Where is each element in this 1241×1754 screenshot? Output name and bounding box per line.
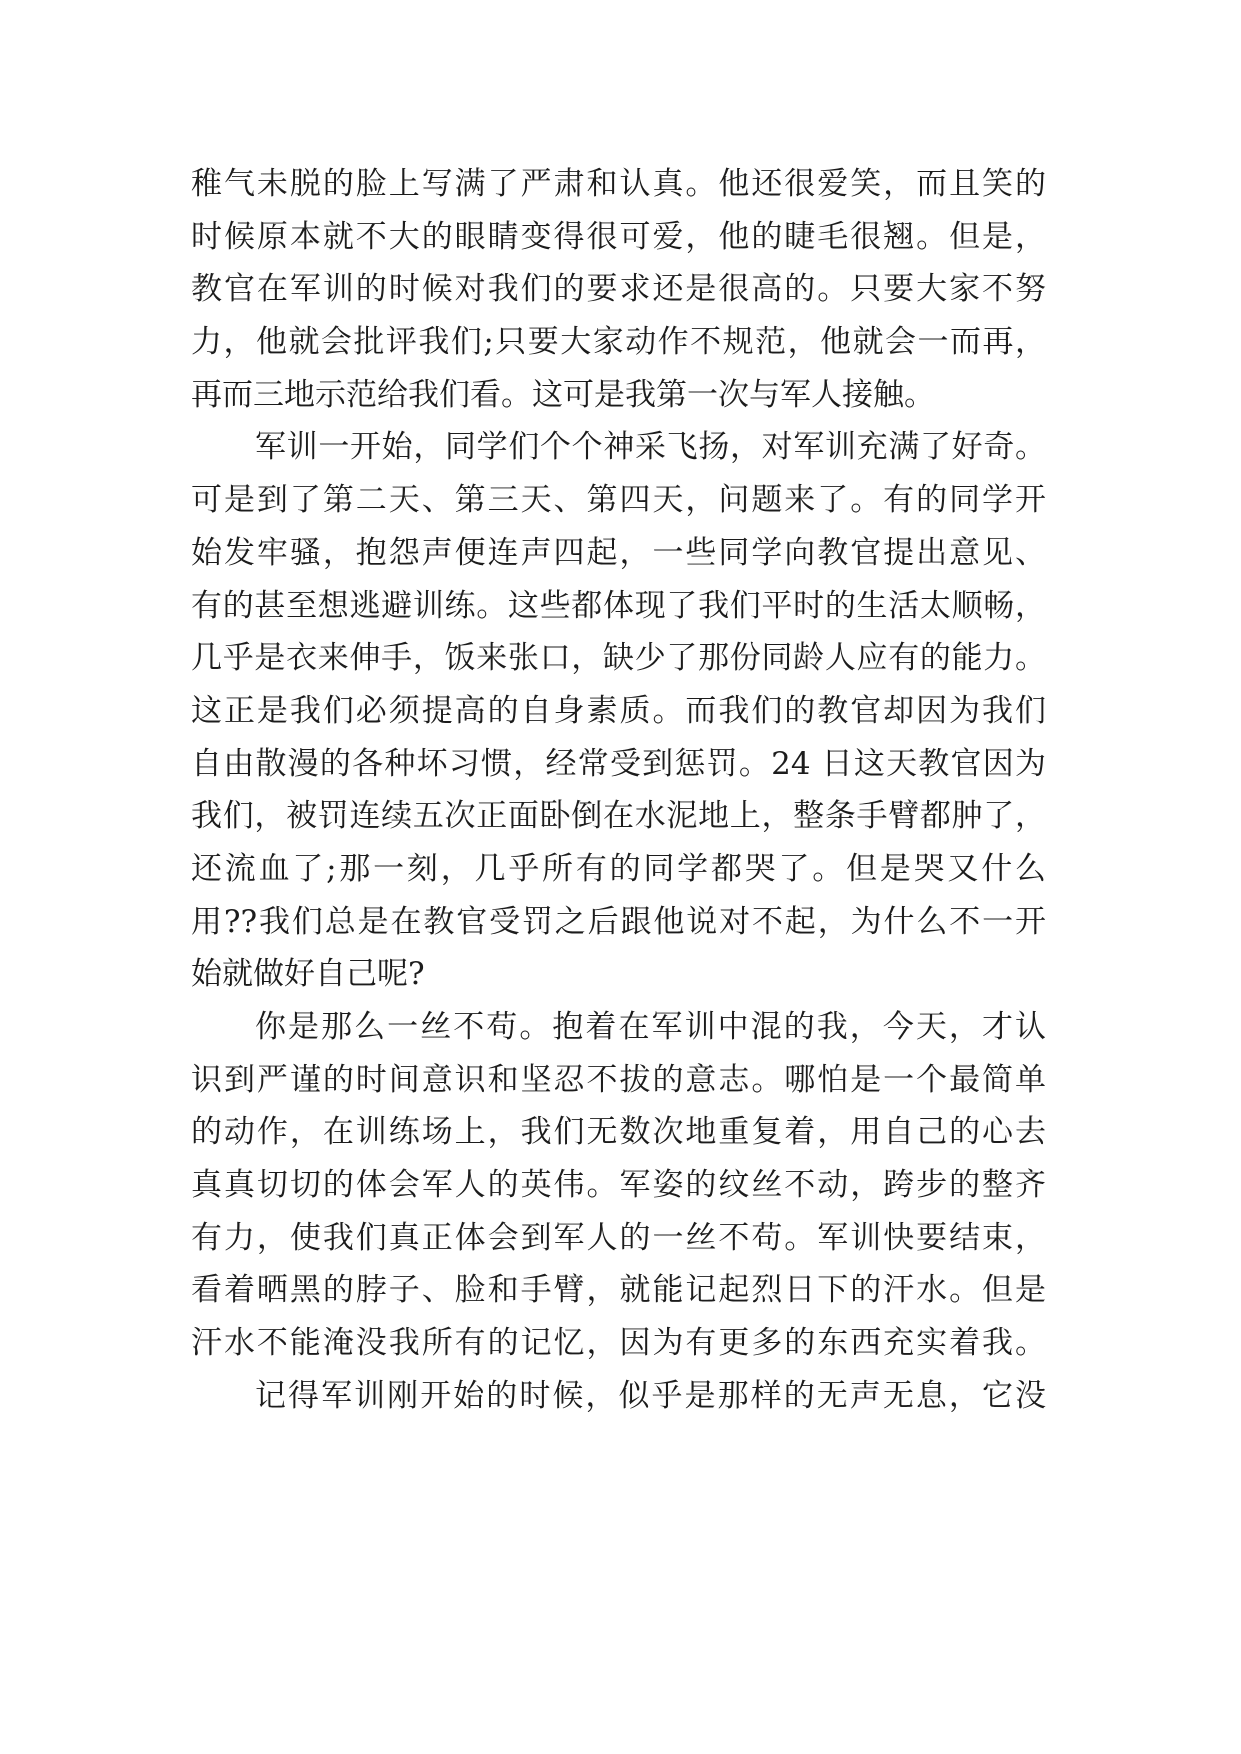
text-line: 稚气未脱的脸上写满了严肃和认真。他还很爱笑，而且笑的 (191, 166, 1046, 202)
text-line: 始就做好自己呢? (191, 956, 425, 993)
text-line: 教官在军训的时候对我们的要求还是很高的。只要大家不努 (191, 271, 1046, 308)
paragraph (191, 158, 1046, 421)
paragraph (191, 1001, 1046, 1370)
text-line: 自由散漫的各种坏习惯，经常受到惩罚。24 日这天教官因为 (191, 745, 1046, 782)
text-line: 这正是我们必须提高的自身素质。而我们的教官却因为我们 (191, 692, 1046, 729)
text-line: 识到严谨的时间意识和坚忍不拔的意志。哪怕是一个最简单 (191, 1061, 1046, 1098)
text-line: 的动作，在训练场上，我们无数次地重复着，用自己的心去 (191, 1114, 1046, 1151)
text-line: 军训一开始，同学们个个神采飞扬，对军训充满了好奇。 (255, 429, 1046, 466)
text-line: 几乎是衣来伸手，饭来张口，缺少了那份同龄人应有的能力。 (191, 640, 1046, 677)
paragraph (191, 421, 1046, 1001)
text-line: 真真切切的体会军人的英伟。军姿的纹丝不动，跨步的整齐 (191, 1167, 1046, 1204)
text-line: 时候原本就不大的眼睛变得很可爱，他的睫毛很翘。但是， (191, 218, 1046, 255)
text-line: 看着晒黑的脖子、脸和手臂，就能记起烈日下的汗水。但是 (191, 1272, 1046, 1309)
text-line: 再而三地示范给我们看。这可是我第一次与军人接触。 (191, 376, 935, 413)
paragraph (191, 1370, 1046, 1423)
text-line: 记得军训刚开始的时候，似乎是那样的无声无息，它没 (255, 1377, 1046, 1414)
text-line: 你是那么一丝不苟。抱着在军训中混的我，今天，才认 (255, 1009, 1046, 1045)
text-line: 有的甚至想逃避训练。这些都体现了我们平时的生活太顺畅， (191, 587, 1046, 624)
text-line: 力，他就会批评我们;只要大家动作不规范，他就会一而再， (191, 324, 1046, 361)
text-line: 我们，被罚连续五次正面卧倒在水泥地上，整条手臂都肿了， (191, 798, 1046, 835)
text-line: 汗水不能淹没我所有的记忆，因为有更多的东西充实着我。 (191, 1325, 1046, 1362)
text-line: 用??我们总是在教官受罚之后跟他说对不起，为什么不一开 (191, 903, 1046, 940)
text-line: 还流血了;那一刻，几乎所有的同学都哭了。但是哭又什么 (191, 850, 1046, 887)
document-body (191, 158, 1046, 1423)
text-line: 始发牢骚，抱怨声便连声四起，一些同学向教官提出意见、 (191, 534, 1046, 571)
text-line: 可是到了第二天、第三天、第四天，问题来了。有的同学开 (191, 482, 1046, 519)
text-line: 有力，使我们真正体会到军人的一丝不苟。军训快要结束， (191, 1219, 1046, 1256)
